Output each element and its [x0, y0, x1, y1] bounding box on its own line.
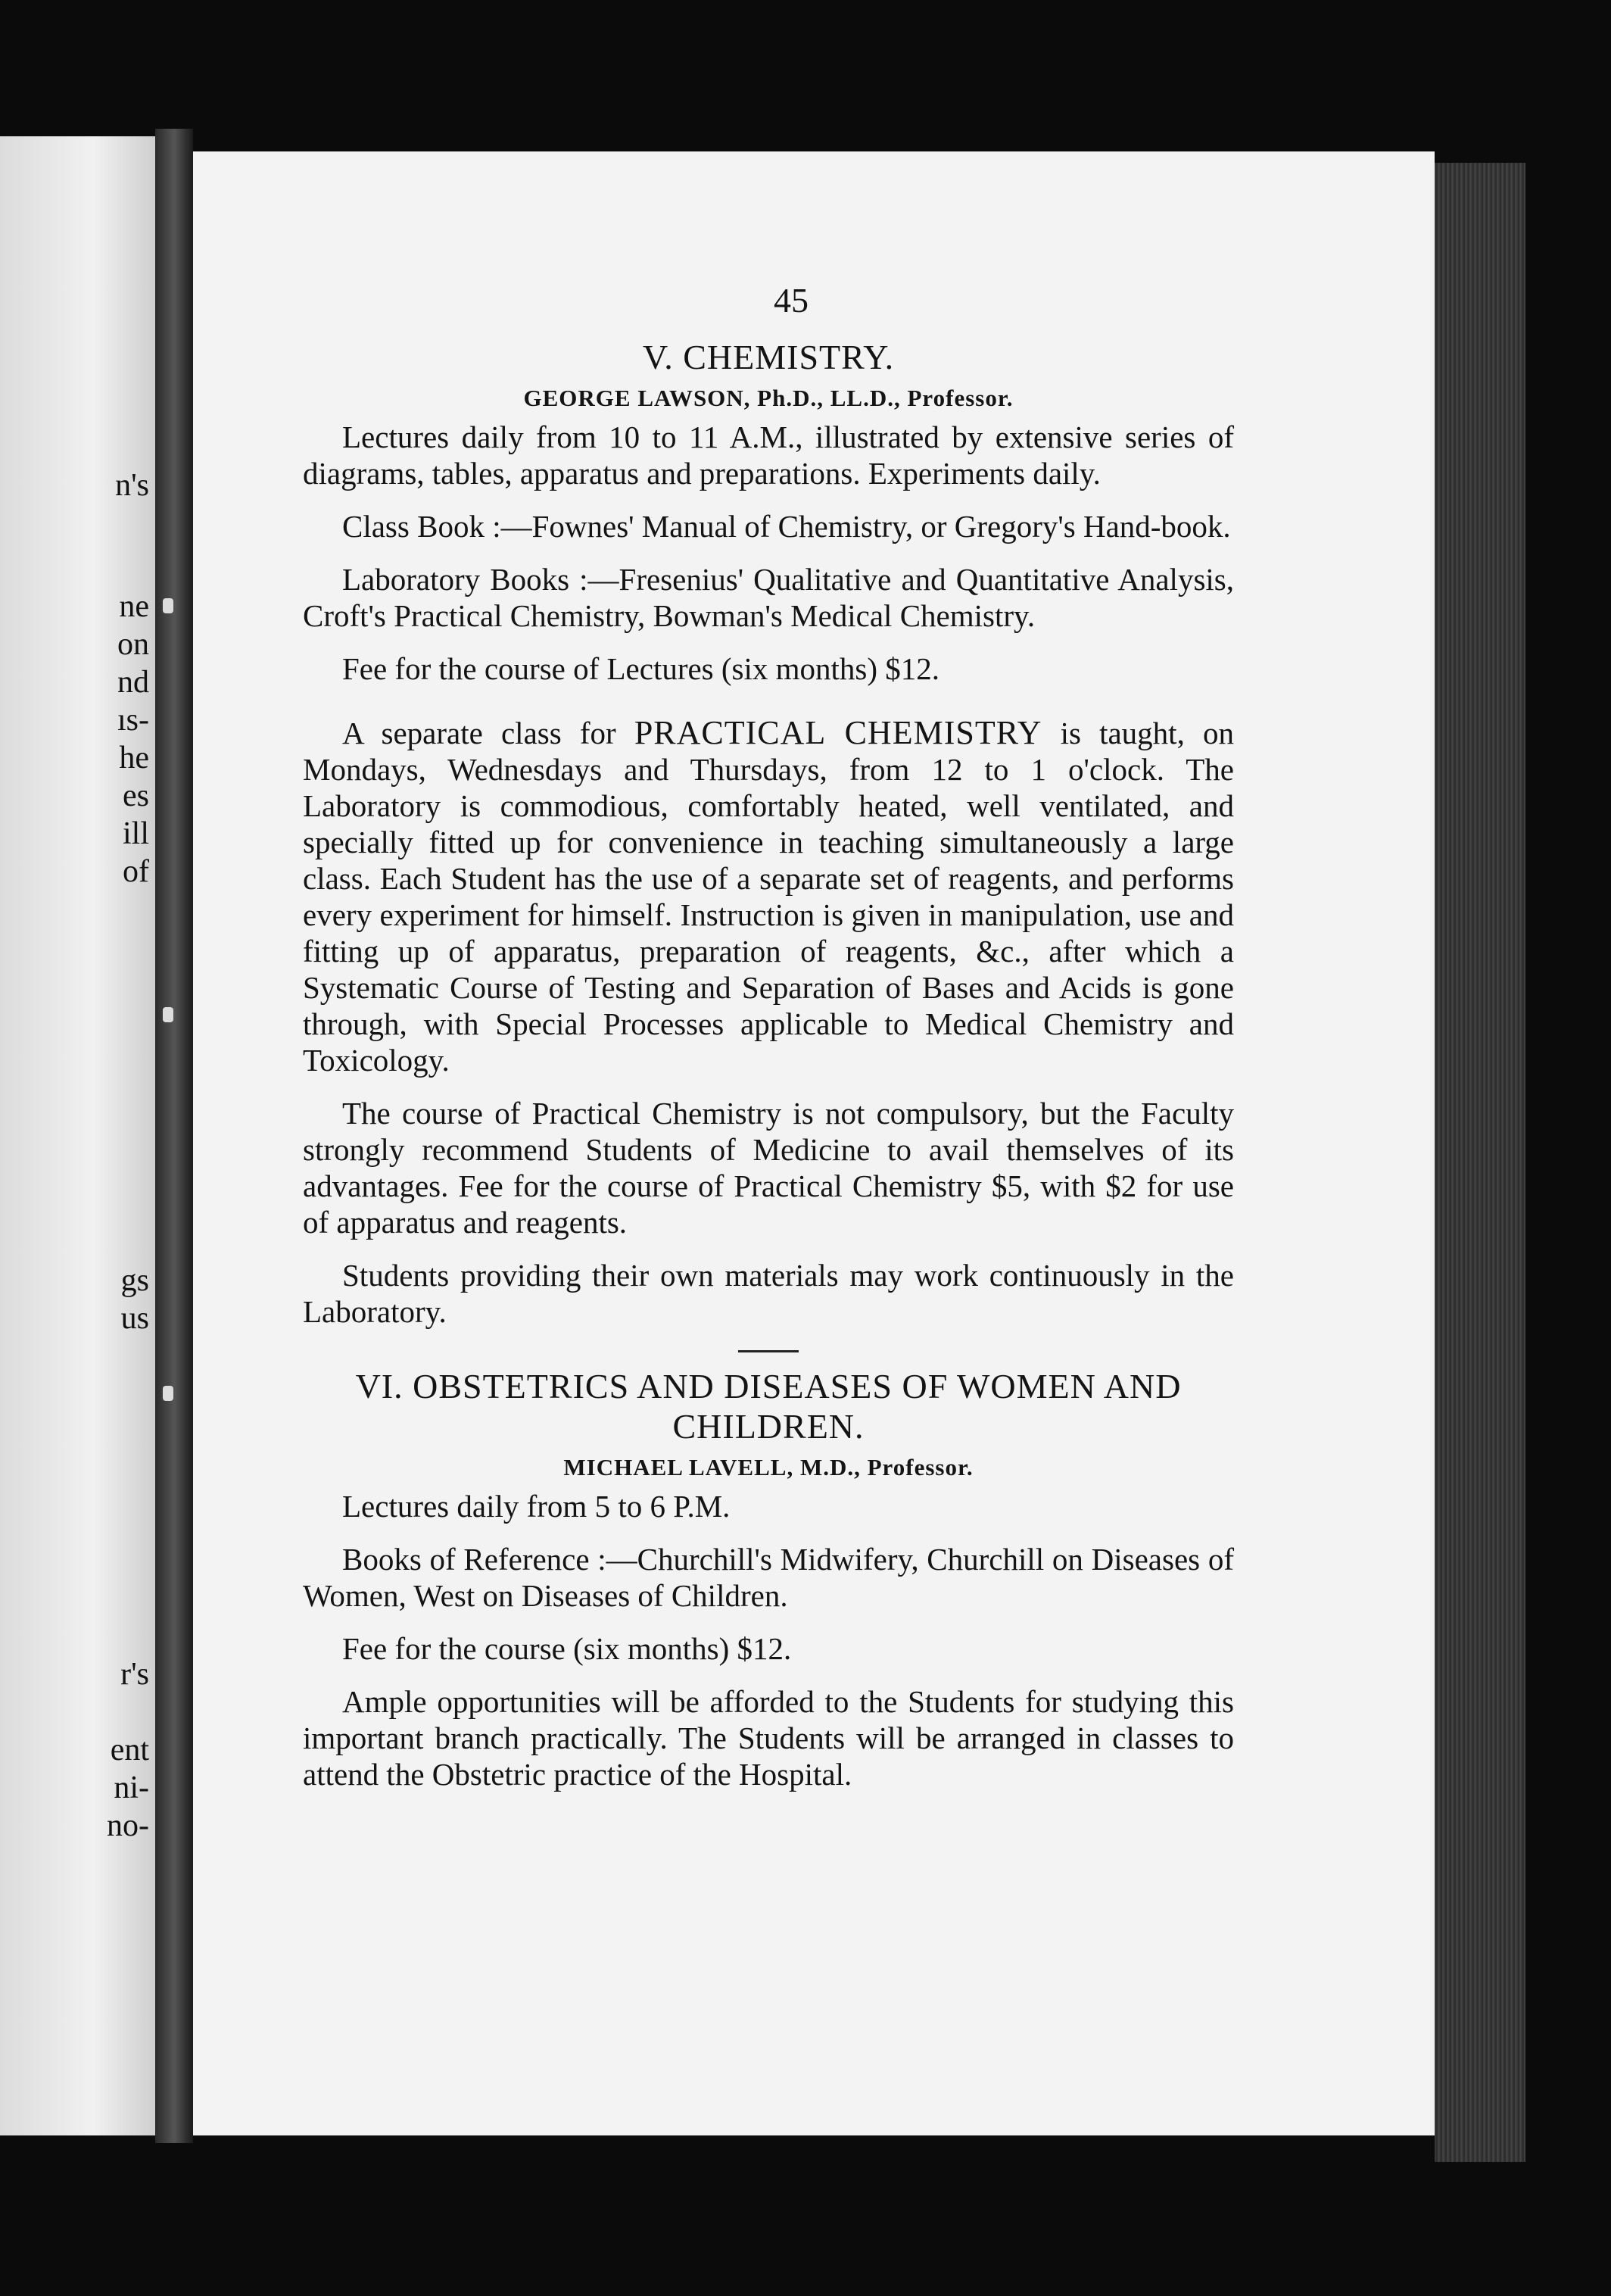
left-fragment: he — [119, 741, 149, 775]
paragraph: Class Book :—Fownes' Manual of Chemistry, or Gregory's Hand-book. — [342, 508, 1231, 544]
obstetrics-section — [303, 1366, 1234, 1793]
left-fragment: ıs- — [117, 703, 149, 738]
left-fragment: es — [123, 778, 149, 813]
binding-stitch — [163, 1386, 173, 1401]
left-fragment: ne — [119, 589, 149, 624]
left-facing-page — [0, 136, 155, 2135]
left-fragment: n's — [115, 468, 149, 503]
section-divider — [738, 1350, 799, 1352]
left-fragment: gs — [120, 1263, 149, 1298]
book-gutter — [155, 129, 193, 2143]
paragraph: Students providing their own materials may work continuously in the Laboratory. — [303, 1257, 1234, 1329]
left-fragment: ni- — [114, 1770, 149, 1805]
left-fragment: ent — [110, 1733, 149, 1767]
left-fragment: ill — [122, 816, 149, 851]
paragraph: Lectures daily from 5 to 6 P.M. — [342, 1488, 731, 1524]
left-fragment: us — [120, 1301, 149, 1336]
left-fragment: on — [117, 627, 149, 662]
professor-line: MICHAEL LAVELL, M.D., Professor. — [563, 1453, 974, 1480]
paragraph: Ample opportunities will be afforded to the Students for studying this important branch practically. The Students will be arranged in classes to attend the Obstetric practice of the Hospital. — [303, 1683, 1234, 1792]
practical-chemistry-emphasis: PRACTICAL CHEMISTRY — [634, 713, 1042, 751]
paragraph: Laboratory Books :—Fresenius' Qualitative and Quantitative Analysis, Croft's Practical Chemistry, Bowman's Medical Chemistry. — [303, 561, 1234, 633]
professor-line: GEORGE LAWSON, Ph.D., LL.D., Professor. — [523, 385, 1014, 411]
binding-stitch — [163, 1007, 173, 1022]
left-fragment: r's — [120, 1657, 149, 1692]
paragraph-rest: is taught, on Mondays, Wednesdays and Thursdays, from 12 to 1 o'clock. The Laboratory is commodious, comfortably heated, well ventilated, and specially fitted up for convenience in teaching simultaneously a large class. Each Student has the use of a separate set of reagents, and performs every experiment for himself. Instruction is given in manipulation, use and fitting up of apparatus, preparation of reagents, &c., after which a Systematic Course of Testing and Separation of Bases and Acids is gone through, with Special Processes applicable to Medical Chemistry and Toxicology. — [303, 715, 1234, 1078]
page-edges — [1435, 163, 1525, 2162]
section-heading: VI. OBSTETRICS AND DISEASES OF WOMEN AND CHILDREN. — [355, 1366, 1182, 1446]
page-content — [303, 280, 1234, 1810]
left-fragment: nd — [117, 665, 149, 700]
chemistry-section — [303, 337, 1234, 1330]
section-heading: V. CHEMISTRY. — [642, 338, 895, 376]
left-fragment: of — [123, 854, 149, 889]
paragraph: Fee for the course (six months) $12. — [342, 1630, 792, 1666]
paragraph: Fee for the course of Lectures (six months) $12. — [342, 650, 940, 686]
paragraph: Books of Reference :—Churchill's Midwifery, Churchill on Diseases of Women, West on Diseases of Children. — [303, 1541, 1234, 1613]
binding-stitch — [163, 598, 173, 613]
left-fragment: no- — [107, 1808, 149, 1843]
paragraph-intro: A separate class for — [342, 715, 616, 750]
practical-chemistry-paragraph — [303, 713, 1234, 1079]
paragraph: Lectures daily from 10 to 11 A.M., illustrated by extensive series of diagrams, tables, apparatus and preparations. Experiments daily. — [303, 420, 1234, 491]
page-number: 45 — [774, 281, 809, 320]
paragraph: The course of Practical Chemistry is not compulsory, but the Faculty strongly recommend Students of Medicine to avail themselves of its advantages. Fee for the course of Practical Chemistry $5, with $2 for use of apparatus and reagents. — [303, 1096, 1234, 1240]
